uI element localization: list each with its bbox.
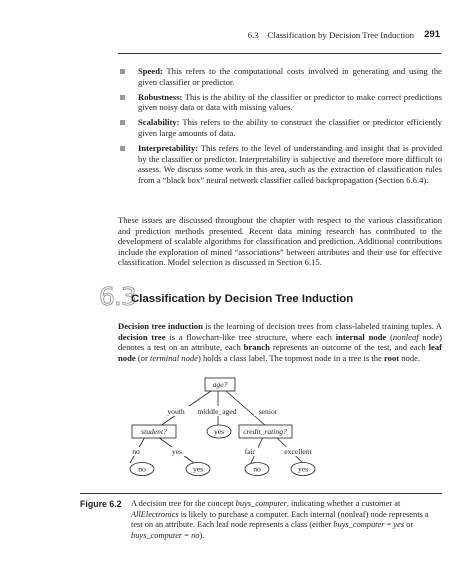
leaf-label: yes <box>192 464 204 474</box>
figure-rule <box>80 493 442 494</box>
branch-label: fair <box>244 447 256 456</box>
student-node-label: student? <box>141 427 167 436</box>
figure-label: Figure 6.2 <box>80 499 122 509</box>
branch-label: youth <box>167 407 185 416</box>
bullet-term: Robustness: <box>138 91 183 102</box>
leaf-label: yes <box>297 464 309 474</box>
definition-paragraph: Decision tree induction is the learning of decision trees from class-labeled training tuples. A decision tree is a flowchart-like tree structure, where each internal node (nonleaf node) denotes a test on an attribute, each branch represents an outcome of the test, and each leaf node (or terminal node) holds a class label. The topmost node in a tree is the root node. <box>118 321 443 363</box>
list-item <box>118 117 442 138</box>
bullet-term: Scalability: <box>138 117 180 128</box>
list-item <box>118 143 442 185</box>
branch-label: excellent <box>284 447 312 456</box>
root-node-label: age? <box>212 380 228 389</box>
body-paragraph: These issues are discussed throughout the chapter with respect to the various classification and prediction methods presented. Recent data mining research has contributed to the development of scalable algorithms for classification and prediction. Additional contributions include the exploration of mined “associations” between attributes and their use for effective classification. Model selection is discussed in Section 6.15. <box>118 215 442 268</box>
square-bullet-icon <box>120 146 125 151</box>
branch-label: yes <box>171 447 183 456</box>
section-title: Classification by Decision Tree Induction <box>131 293 354 305</box>
leaf-label: no <box>253 464 261 474</box>
page-number: 291 <box>424 29 440 40</box>
square-bullet-icon <box>120 95 125 100</box>
credit-node-label: credit_rating? <box>243 427 287 436</box>
bullet-text: This refers to the level of understanding and insight that is provided by the classifier or predictor. Interpretability is subjective and therefore more difficult to assess. We discuss some work in this area, such as the extraction of classification rules from a “black box” neural network classifier called backpropagation (Section 6.6.4). <box>138 143 442 185</box>
header-rule <box>118 53 441 54</box>
leaf-label: no <box>138 464 146 474</box>
running-header-section: 6.3 Classification by Decision Tree Induction <box>247 30 414 40</box>
decision-tree-diagram <box>118 376 358 482</box>
bullet-text: This is the ability of the classifier or predictor to make correct predictions given noisy data or data with missing values. <box>138 91 442 113</box>
branch-label: no <box>132 447 140 456</box>
branch-label: middle_aged <box>197 407 237 416</box>
section-number: 6.3 <box>99 282 136 311</box>
bullet-text: This refers to the computational costs involved in generating and using the given classifier or predictor. <box>138 66 442 87</box>
running-header <box>247 29 440 44</box>
bullet-term: Interpretability: <box>138 143 198 154</box>
branch-label: senior <box>258 407 278 416</box>
square-bullet-icon <box>120 120 125 125</box>
bullet-term: Speed: <box>138 66 163 76</box>
criteria-list <box>118 66 442 190</box>
list-item <box>118 92 442 113</box>
leaf-label: yes <box>213 427 225 436</box>
figure-caption: A decision tree for the concept buys_computer, indicating whether a customer at AllElectronics is likely to purchase a computer. Each internal (nonleaf) node represents a test on an attribute. Each leaf node represents a class (either buys_computer = yes or buys_computer = no). <box>131 499 429 540</box>
list-item <box>118 66 442 87</box>
square-bullet-icon <box>120 69 125 74</box>
bullet-text: This refers to the ability to construct the classifier or predictor efficiently given large amounts of data. <box>138 117 442 138</box>
